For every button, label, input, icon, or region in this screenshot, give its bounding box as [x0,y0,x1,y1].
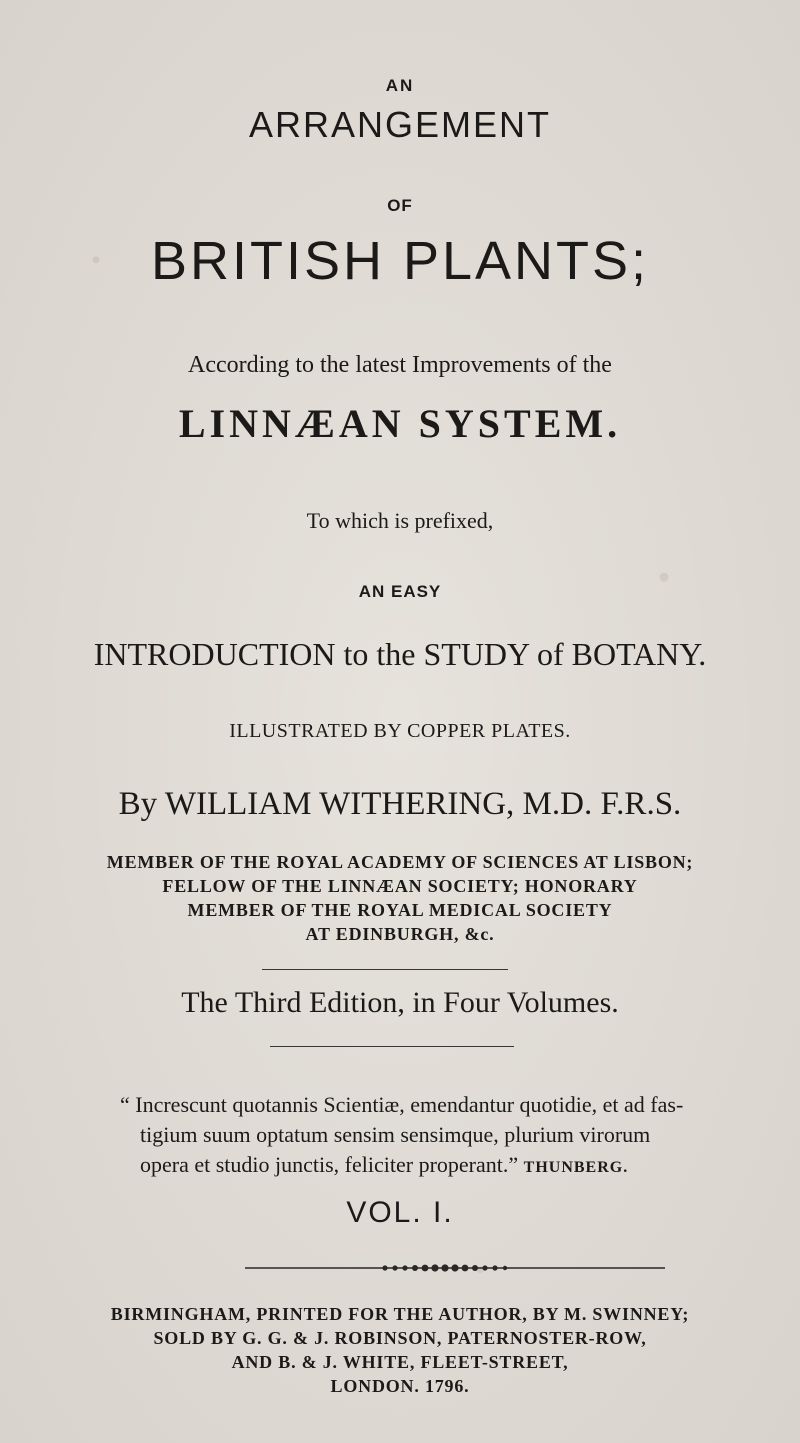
imprint-line: LONDON. 1796. [330,1376,470,1396]
title-connector: OF [387,196,413,215]
subtitle-lead: According to the latest Improvements of the [188,352,612,378]
volume-number: VOL. I. [346,1196,454,1229]
essay-title: INTRODUCTION to the STUDY of BOTANY. [93,636,707,672]
illustrated-note: ILLUSTRATED BY COPPER PLATES. [229,720,571,742]
title-arrangement: ARRANGEMENT [248,104,552,145]
imprint-line: AND B. & J. WHITE, FLEET-STREET, [231,1352,569,1372]
edition-statement: The Third Edition, in Four Volumes. [181,986,619,1019]
ornamental-rule [245,1263,665,1273]
imprint-line: SOLD BY G. G. & J. ROBINSON, PATERNOSTER-ROW, [153,1328,647,1348]
divider-rule [270,1046,514,1047]
epigraph-line: “ Increscunt quotannis Scientiæ, emendantur quotidie, et ad fas- [120,1092,684,1117]
membership-line: AT EDINBURGH, &c. [305,924,495,944]
membership-line: MEMBER OF THE ROYAL ACADEMY OF SCIENCES AT LISBON; [106,852,694,872]
pre-title: AN [385,76,415,95]
epigraph [120,1090,730,1183]
epigraph-line: tigium suum optatum sensim sensimque, plurium virorum [140,1122,651,1147]
title-british-plants: BRITISH PLANTS; [150,231,650,291]
prefix-line: To which is prefixed, [306,508,494,533]
epigraph-line: opera et studio junctis, feliciter properant.” [140,1152,519,1177]
epigraph-author: THUNBERG. [523,1159,629,1176]
membership-line: MEMBER OF THE ROYAL MEDICAL SOCIETY [187,900,613,920]
divider-rule [262,969,508,970]
imprint-line: BIRMINGHAM, PRINTED FOR THE AUTHOR, BY M. SWINNEY; [110,1304,690,1324]
author-byline: By WILLIAM WITHERING, M.D. F.R.S. [118,786,682,822]
subtitle-system: LINNÆAN SYSTEM. [178,401,622,446]
essay-label: AN EASY [358,582,442,601]
membership-line: FELLOW OF THE LINNÆAN SOCIETY; HONORARY [162,876,638,896]
